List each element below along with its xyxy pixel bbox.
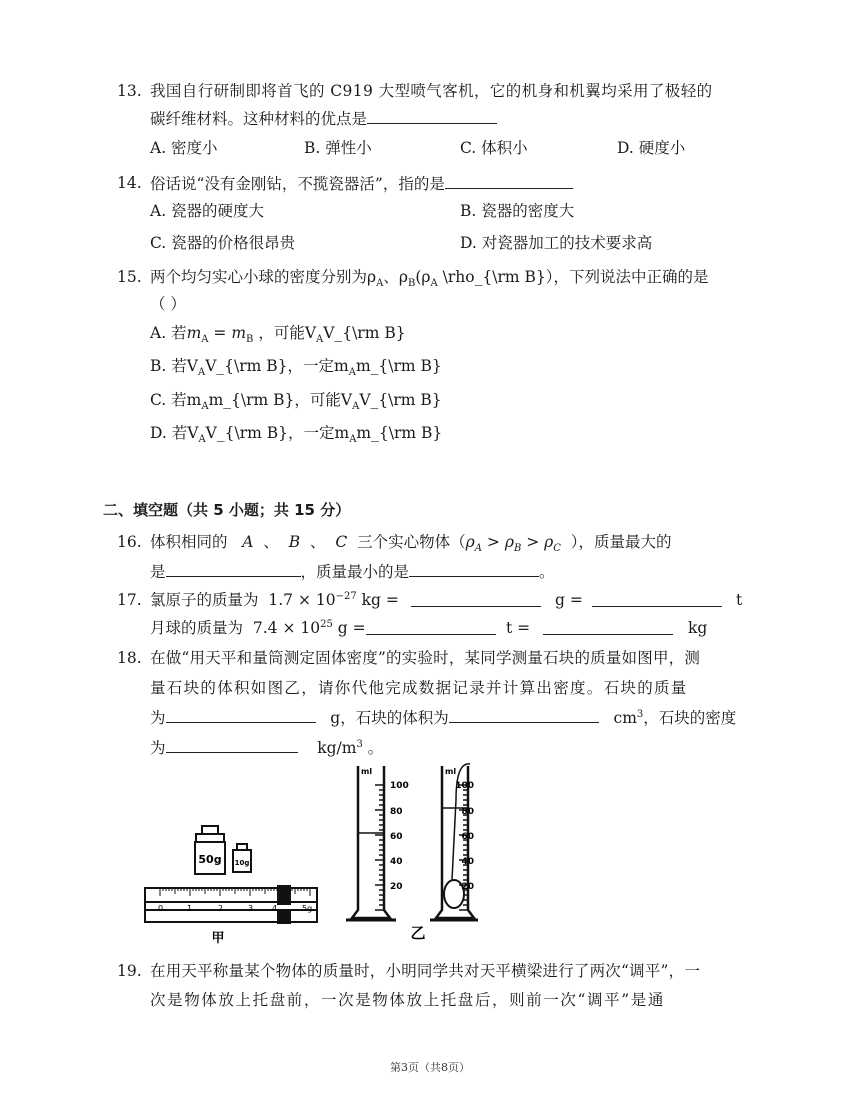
q15-option-b[interactable]: B. 若$V_AV\_\{\backslash rm$ B}，一定$m_Am\_\{\backslash rm$ B} <box>150 357 442 379</box>
figure-label-yi: 乙 <box>410 924 426 942</box>
q14-answer-blank[interactable] <box>445 173 573 189</box>
weight-50g-label: 50g <box>198 853 222 866</box>
cyl1-tick-80: 80 <box>390 807 403 817</box>
q17-unit-kg2: kg <box>688 619 708 637</box>
weight-50g-icon <box>195 826 225 874</box>
ruler-label-4: 4 <box>272 904 278 913</box>
ruler-label-3: 3 <box>248 904 254 913</box>
q14-number: 14. <box>117 174 142 192</box>
ruler-label-2: 2 <box>218 904 224 913</box>
figure-label-jia: 甲 <box>211 931 225 946</box>
rider-lower <box>277 910 291 924</box>
balance-ruler <box>145 885 317 924</box>
q17-blank-t[interactable] <box>592 606 722 607</box>
q15-stem-line1: 两个均匀实心小球的密度分别为$\rho_A$、$\rho_B(\rho_A$ \rho_{\rm B}），下列说法中正确的是 <box>150 268 709 290</box>
q13-stem-line2: 碳纤维材料。这种材料的优点是 <box>150 108 497 129</box>
q18-line3: 为 g，石块的体积为 $cm^3$，石块的密度 <box>150 708 737 727</box>
cyl1-tick-40: 40 <box>390 857 403 867</box>
ruler-label-5g: 5g <box>302 904 313 913</box>
q18-line2: 量石块的体积如图乙，请你代他完成数据记录并计算出密度。石块的质量 <box>150 679 688 697</box>
q17-blank-g[interactable] <box>411 606 541 607</box>
q18-figure <box>140 760 480 950</box>
ruler-label-0: 0 <box>158 904 164 913</box>
q19-number: 19. <box>117 962 142 980</box>
q13-option-d[interactable]: D. 硬度小 <box>617 139 686 157</box>
q18-blank-density[interactable] <box>166 737 298 753</box>
graduated-cylinder-before <box>346 766 409 920</box>
q18-line4: 为 $kg/m^3$ 。 <box>150 738 384 757</box>
q17-line2: 月球的质量为 $7.4 \times 10^{25}$ g = <box>150 618 366 637</box>
q15-option-d[interactable]: D. 若$V_AV\_\{\backslash rm$ B}，一定$m_Am\_\{\backslash rm$ B} <box>150 424 443 446</box>
q14-option-a[interactable]: A. 瓷器的硬度大 <box>150 202 265 220</box>
cylinder1-ml: ml <box>361 767 373 776</box>
q15-number: 15. <box>117 268 142 286</box>
q13-number: 13. <box>117 82 142 100</box>
q15-stem-line2: （ ） <box>150 295 186 313</box>
q13-option-a[interactable]: A. 密度小 <box>150 139 218 157</box>
q17-unit-t: t <box>736 591 743 609</box>
cyl2-tick-60: 60 <box>461 832 474 842</box>
ruler-label-1: 1 <box>187 904 193 913</box>
cylinder2-ml: ml <box>445 767 457 776</box>
section-heading-fill-in: 二、填空题（共 5 小题；共 15 分） <box>103 501 351 519</box>
q16-blank-max[interactable] <box>166 561 301 577</box>
cyl1-tick-60: 60 <box>390 832 403 842</box>
q17-blank-moon-t[interactable] <box>366 634 496 635</box>
q14-option-d[interactable]: D. 对瓷器加工的技术要求高 <box>460 234 653 252</box>
q17-number: 17. <box>117 591 142 609</box>
rider-upper <box>277 885 291 905</box>
q13-option-c[interactable]: C. 体积小 <box>460 139 528 157</box>
q13-option-b[interactable]: B. 弹性小 <box>304 139 372 157</box>
q16-stem-line2: 是 ，质量最小的是 。 <box>150 563 555 581</box>
q17-unit-t2: t = <box>506 619 531 637</box>
q17-line1: 氯原子的质量为 $1.7 \times 10^{-27}$ kg = <box>150 590 399 609</box>
cyl2-tick-100: 100 <box>455 781 474 791</box>
q17-blank-moon-kg[interactable] <box>543 634 673 635</box>
q14-stem: 俗话说“没有金刚钻，不揽瓷器活”，指的是 <box>150 173 573 194</box>
cyl2-tick-20: 20 <box>461 882 474 892</box>
q16-stem-line1: 体积相同的 A 、 B 、 C 三个实心物体（$\rho_A > \rho_B > \rho_C$ ），质量最大的 <box>150 533 672 555</box>
cyl1-tick-20: 20 <box>390 882 403 892</box>
cyl2-tick-80: 80 <box>461 807 474 817</box>
q18-blank-volume[interactable] <box>449 707 599 723</box>
q13-answer-blank[interactable] <box>367 108 497 124</box>
graduated-cylinder-after <box>430 764 478 920</box>
weight-10g-icon <box>233 844 251 872</box>
q17-unit-g: g = <box>555 591 583 609</box>
q14-option-c[interactable]: C. 瓷器的价格很昂贵 <box>150 234 296 252</box>
cyl2-tick-40: 40 <box>461 857 474 867</box>
q13-stem-line1: 我国自行研制即将首飞的 C919 大型喷气客机，它的机身和机翼均采用了极轻的 <box>150 82 713 100</box>
q16-number: 16. <box>117 533 142 551</box>
q18-blank-mass[interactable] <box>166 707 316 723</box>
q14-option-b[interactable]: B. 瓷器的密度大 <box>460 202 575 220</box>
q16-blank-min[interactable] <box>409 561 539 577</box>
page-footer: 第3页（共8页） <box>390 1061 470 1074</box>
q15-option-a[interactable]: A. 若$m_A = m_B$ ，可能$V_AV\_\{\backslash rm$ B} <box>150 324 406 346</box>
q15-option-c[interactable]: C. 若$m_Am\_\{\backslash rm$ B}，可能$V_AV\_\{\backslash rm$ B} <box>150 391 442 413</box>
q19-line2: 次是物体放上托盘前，一次是物体放上托盘后，则前一次“调平”是通 <box>150 991 665 1009</box>
q18-number: 18. <box>117 649 142 667</box>
weight-10g-label: 10g <box>234 859 250 867</box>
q18-line1: 在做“用天平和量筒测定固体密度”的实验时，某同学测量石块的质量如图甲，测 <box>150 649 701 667</box>
q19-line1: 在用天平称量某个物体的质量时，小明同学共对天平横梁进行了两次“调平”，一 <box>150 962 701 980</box>
cyl1-tick-100: 100 <box>390 781 409 791</box>
